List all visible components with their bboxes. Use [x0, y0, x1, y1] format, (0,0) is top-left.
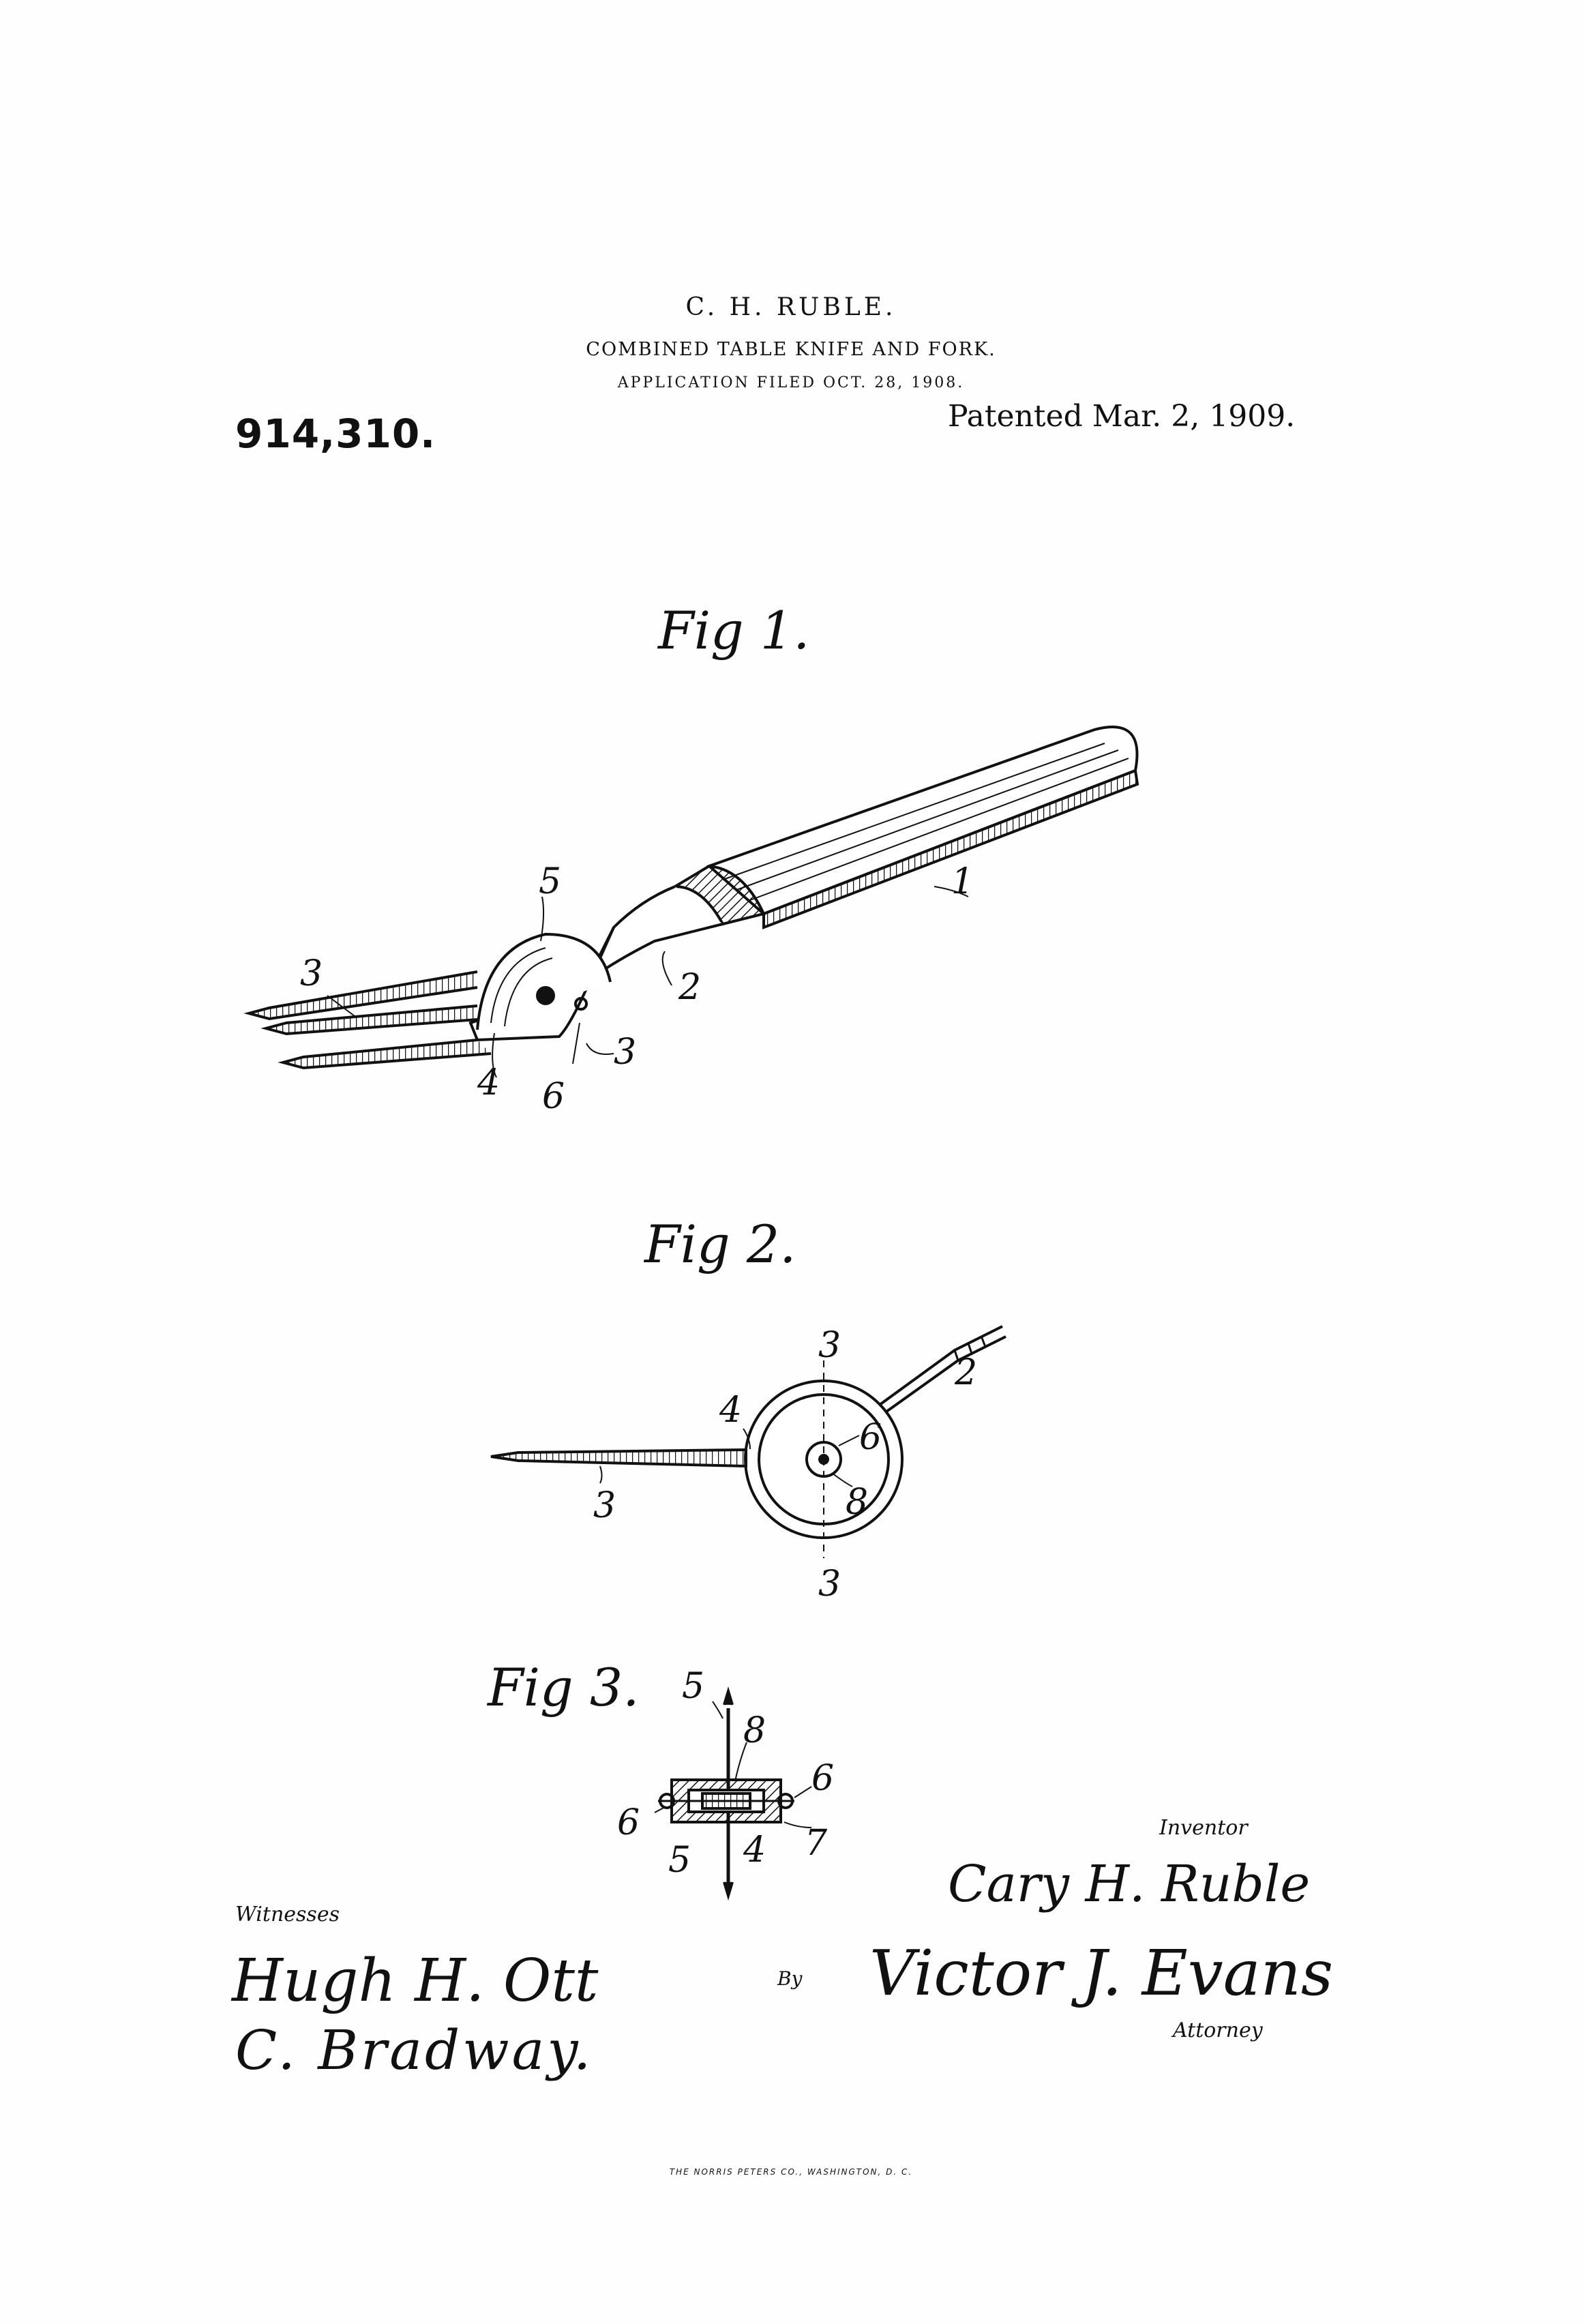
attorney-signature: Victor J. Evans — [869, 1937, 1334, 2010]
header-application-date: APPLICATION FILED OCT. 28, 1908. — [617, 374, 965, 391]
fig2-numeral-6: 6 — [859, 1417, 882, 1458]
patent-number: 914,310. — [235, 411, 436, 457]
fig2-numeral-4: 4 — [719, 1390, 743, 1431]
fig3-numeral-5-top: 5 — [682, 1666, 705, 1707]
fig2-numeral-3-top: 3 — [818, 1325, 841, 1366]
attorney-label: Attorney — [1173, 2018, 1263, 2042]
witness-1-signature: Hugh H. Ott — [232, 1947, 599, 2015]
figure-1-label: Fig 1. — [658, 600, 810, 661]
fig3-numeral-7: 7 — [805, 1823, 828, 1864]
fig1-numeral-6: 6 — [542, 1076, 565, 1117]
inventor-signature: Cary H. Ruble — [948, 1855, 1311, 1913]
fig3-numeral-5-bottom: 5 — [668, 1840, 691, 1881]
fig2-numeral-3-bottom: 3 — [818, 1564, 841, 1605]
fig3-numeral-6-left: 6 — [617, 1802, 640, 1843]
header-title: COMBINED TABLE KNIFE AND FORK. — [586, 339, 996, 360]
fig3-numeral-6-right: 6 — [811, 1758, 835, 1799]
inventor-label: Inventor — [1159, 1816, 1248, 1840]
witnesses-label: Witnesses — [235, 1903, 340, 1926]
patented-date: Patented Mar. 2, 1909. — [948, 399, 1296, 434]
fig1-numeral-2: 2 — [678, 967, 702, 1008]
fig1-numeral-3b: 3 — [614, 1032, 637, 1073]
figure-1-drawing — [249, 727, 1137, 1077]
figure-2-drawing — [491, 1326, 1006, 1558]
fig2-numeral-8: 8 — [846, 1482, 869, 1523]
fig1-numeral-1: 1 — [951, 861, 974, 902]
fig3-numeral-8: 8 — [743, 1710, 766, 1751]
fig3-numeral-4: 4 — [743, 1830, 766, 1871]
fig2-numeral-2: 2 — [955, 1352, 978, 1393]
fig1-numeral-4: 4 — [477, 1062, 501, 1103]
figure-2-label: Fig 2. — [644, 1214, 796, 1275]
header-inventor-name: C. H. RUBLE. — [685, 293, 897, 321]
fig1-numeral-5: 5 — [539, 861, 562, 902]
by-label: By — [777, 1967, 803, 1990]
printer-footer: THE NORRIS PETERS CO., WASHINGTON, D. C. — [669, 2167, 913, 2177]
fig1-numeral-3a: 3 — [300, 953, 323, 994]
witness-2-signature: C. Bradway. — [235, 2018, 594, 2082]
figure-3-label: Fig 3. — [488, 1657, 640, 1718]
fig2-numeral-3-tine: 3 — [593, 1485, 616, 1526]
